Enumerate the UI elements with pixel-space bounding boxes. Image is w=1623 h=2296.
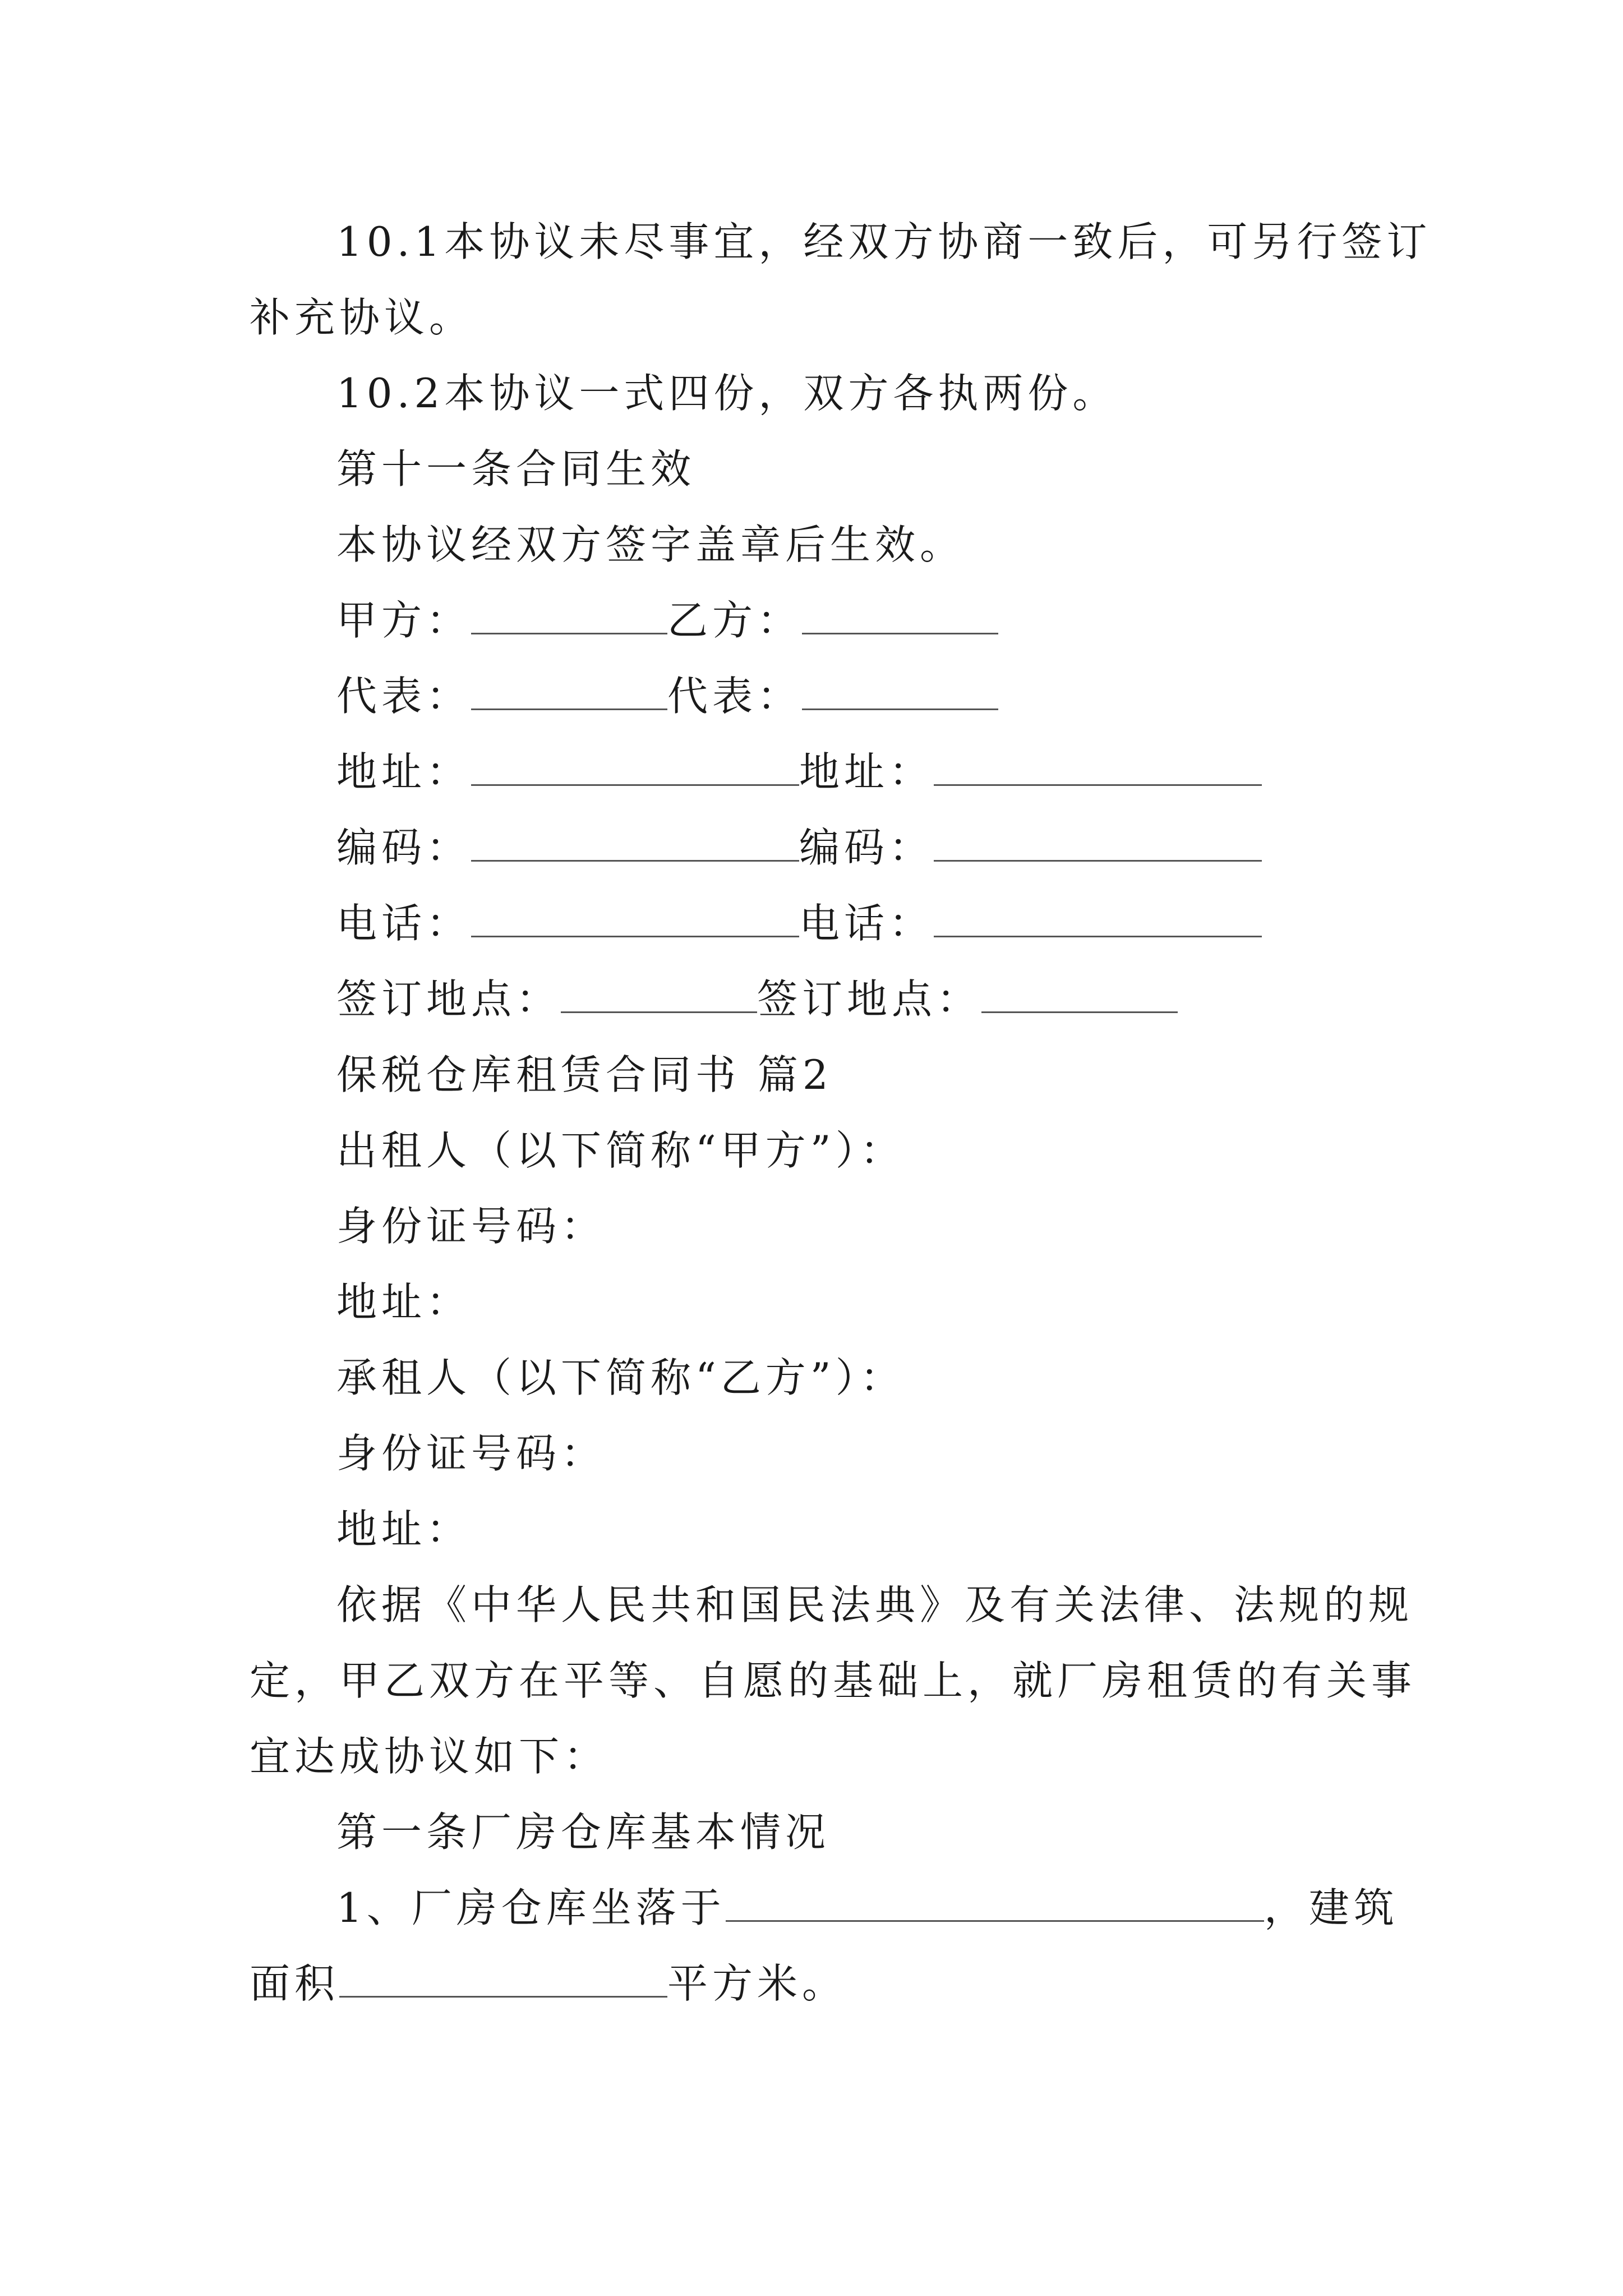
article-11-body: 本协议经双方签字盖章后生效。	[336, 521, 965, 568]
article-1-item1-line2	[250, 1960, 847, 2007]
code-a-label: 编码：	[336, 824, 472, 871]
phone-b-blank	[934, 903, 1262, 937]
lessee-address-line: 地址：	[336, 1506, 472, 1553]
area-label: 面积	[250, 1960, 340, 2007]
code-b-blank	[934, 827, 1262, 862]
addr-a-label: 地址：	[336, 748, 472, 795]
clause-10-1-line2: 补充协议。	[250, 294, 474, 341]
rep-b-label: 代表：	[667, 673, 803, 720]
party-a-blank	[471, 600, 667, 634]
addr-b-label: 地址：	[799, 748, 934, 795]
code-b-label: 编码：	[799, 824, 934, 871]
building-label: ，建筑	[1264, 1884, 1399, 1931]
place-b-blank	[981, 979, 1178, 1013]
signature-party-row	[336, 597, 998, 644]
preamble-line1: 依据《中华人民共和国民法典》及有关法律、法规的规	[336, 1581, 1414, 1628]
addr-a-blank	[471, 752, 799, 786]
location-label: 1、厂房仓库坐落于	[336, 1884, 726, 1931]
signature-address-row	[336, 748, 1262, 795]
signature-code-row	[336, 824, 1262, 871]
preamble-line2: 定，甲乙双方在平等、自愿的基础上，就厂房租赁的有关事	[250, 1657, 1417, 1704]
phone-b-label: 电话：	[799, 900, 934, 947]
area-blank	[339, 1963, 667, 1998]
rep-b-blank	[802, 676, 998, 710]
place-a-label: 签订地点：	[336, 976, 561, 1023]
section-2-title: 保税仓库租赁合同书 篇2	[336, 1051, 833, 1098]
party-a-label: 甲方：	[336, 597, 472, 644]
signature-place-row	[336, 976, 1178, 1023]
phone-a-label: 电话：	[336, 900, 472, 947]
addr-b-blank	[934, 752, 1262, 786]
article-1-item1-line1	[336, 1884, 1399, 1931]
lessee-id-line: 身份证号码：	[336, 1430, 606, 1477]
preamble-line3: 宜达成协议如下：	[250, 1733, 609, 1780]
article-1-title: 第一条厂房仓库基本情况	[336, 1809, 831, 1856]
party-b-blank	[802, 600, 998, 634]
clause-10-1-line1: 10.1本协议未尽事宜，经双方协商一致后，可另行签订	[336, 218, 1432, 265]
rep-a-blank	[471, 676, 667, 710]
lessor-line: 出租人（以下简称“甲方”）：	[336, 1127, 905, 1174]
article-11-title: 第十一条合同生效	[336, 445, 696, 493]
lessee-line: 承租人（以下简称“乙方”）：	[336, 1354, 905, 1401]
lessor-address-line: 地址：	[336, 1278, 472, 1326]
area-unit: 平方米。	[667, 1960, 847, 2007]
signature-rep-row	[336, 673, 998, 720]
lessor-id-line: 身份证号码：	[336, 1203, 606, 1250]
place-a-blank	[561, 979, 757, 1013]
clause-10-2: 10.2本协议一式四份，双方各执两份。	[336, 370, 1118, 417]
phone-a-blank	[471, 903, 799, 937]
code-a-blank	[471, 827, 799, 862]
party-b-label: 乙方：	[667, 597, 803, 644]
signature-phone-row	[336, 900, 1262, 947]
place-b-label: 签订地点：	[757, 976, 982, 1023]
location-blank	[726, 1888, 1264, 1922]
rep-a-label: 代表：	[336, 673, 472, 720]
